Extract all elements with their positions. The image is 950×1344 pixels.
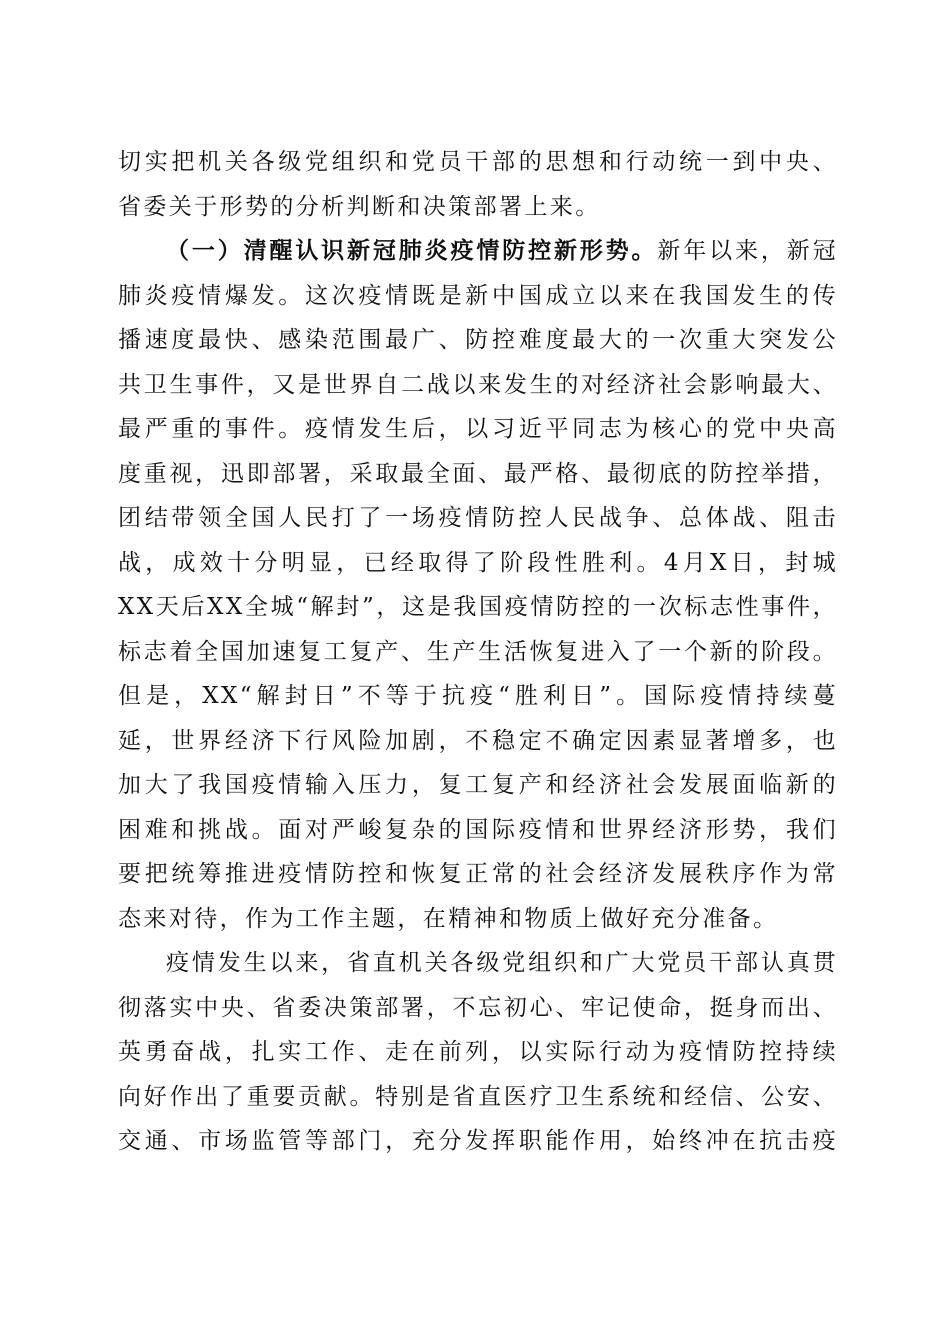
paragraph-2-line-4: 共卫生事件，又是世界自二战以来发生的对经济社会影响最大、 bbox=[118, 371, 838, 398]
paragraph-3-line-1: 疫情发生以来，省直机关各级党组织和广大党员干部认真贯 bbox=[166, 950, 838, 976]
paragraph-1-line-1: 切实把机关各级党组织和党员干部的思想和行动统一到中央、 bbox=[118, 149, 838, 175]
paragraph-2-line-10: 标志着全国加速复工复产、生产生活恢复进入了一个新的阶段。 bbox=[118, 638, 838, 665]
section-heading: （一）清醒认识新冠肺炎疫情防控新形势。 bbox=[166, 237, 658, 264]
paragraph-1-line-2: 省委关于形势的分析判断和决策部署上来。 bbox=[118, 193, 601, 220]
paragraph-2-line-6: 度重视，迅即部署，采取最全面、最严格、最彻底的防控举措， bbox=[118, 460, 838, 487]
paragraph-2-line-15: 要把统筹推进疫情防控和恢复正常的社会经济发展秩序作为常 bbox=[118, 861, 838, 887]
paragraph-2-line-3: 播速度最快、感染范围最广、防控难度最大的一次重大突发公 bbox=[118, 327, 838, 353]
paragraph-2-line-7: 团结带领全国人民打了一场疫情防控人民战争、总体战、阻击 bbox=[118, 505, 838, 531]
paragraph-2-line-1 bbox=[118, 229, 838, 274]
paragraph-2-line-12: 延，世界经济下行风险加剧，不稳定不确定因素显著增多，也 bbox=[118, 727, 838, 754]
paragraph-2-line-5: 最严重的事件。疫情发生后，以习近平同志为核心的党中央高 bbox=[118, 416, 838, 442]
paragraph-2-line-1-text: 新年以来，新冠 bbox=[657, 238, 838, 264]
paragraph-3-line-2: 彻落实中央、省委决策部署，不忘初心、牢记使命，挺身而出、 bbox=[118, 994, 838, 1021]
paragraph-3-line-5: 交通、市场监管等部门，充分发挥职能作用，始终冲在抗击疫 bbox=[118, 1128, 838, 1154]
paragraph-2-line-16: 态来对待，作为工作主题，在精神和物质上做好充分准备。 bbox=[118, 905, 779, 932]
document-body bbox=[118, 140, 838, 1164]
paragraph-2-line-13: 加大了我国疫情输入压力，复工复产和经济社会发展面临新的 bbox=[118, 772, 838, 798]
paragraph-2-line-9: XX天后XX全城“解封”，这是我国疫情防控的一次标志性事件， bbox=[118, 594, 838, 620]
paragraph-3-line-4: 向好作出了重要贡献。特别是省直医疗卫生系统和经信、公安、 bbox=[118, 1083, 838, 1110]
paragraph-2-line-2: 肺炎疫情爆发。这次疫情既是新中国成立以来在我国发生的传 bbox=[118, 282, 838, 309]
paragraph-2-line-11: 但是，XX“解封日”不等于抗疫“胜利日”。国际疫情持续蔓 bbox=[118, 683, 838, 709]
paragraph-2-line-14: 困难和挑战。面对严峻复杂的国际疫情和世界经济形势，我们 bbox=[118, 816, 838, 843]
paragraph-2-line-8: 战，成效十分明显，已经取得了阶段性胜利。4月X日，封城 bbox=[118, 549, 838, 576]
paragraph-3-line-3: 英勇奋战，扎实工作、走在前列，以实际行动为疫情防控持续 bbox=[118, 1039, 838, 1065]
